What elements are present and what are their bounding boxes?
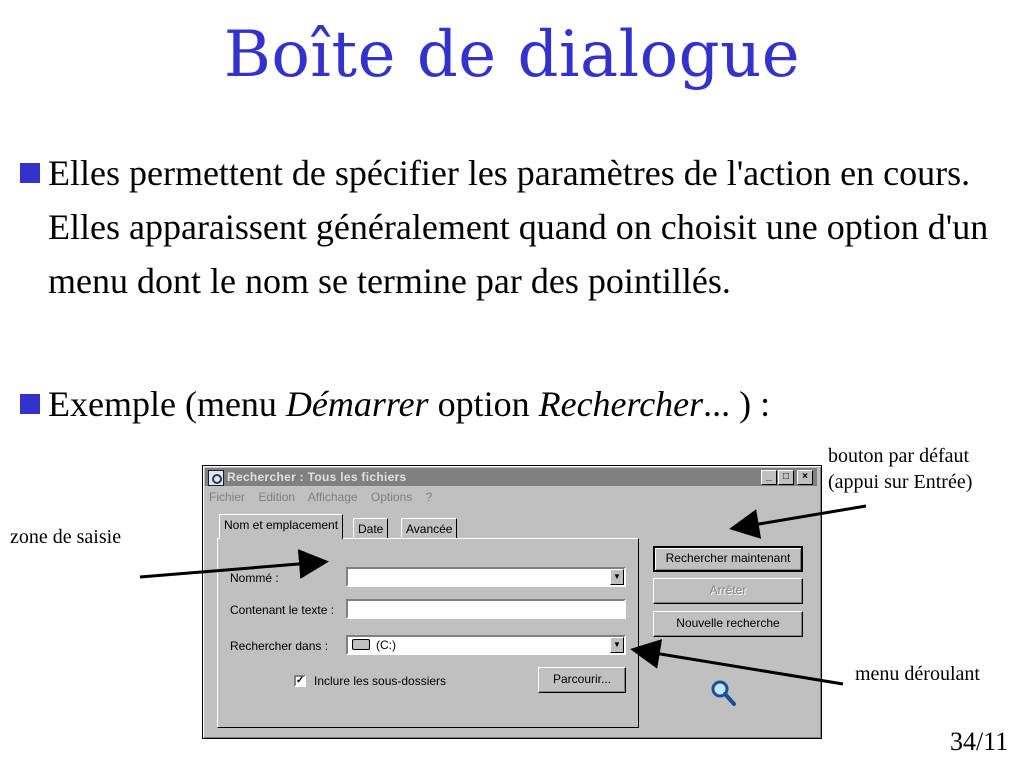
slide-title: Boîte de dialogue [223, 18, 801, 92]
menu-edition[interactable]: Edition [258, 490, 296, 504]
annotation-default-line2: (appui sur Entrée) [828, 471, 973, 493]
look-in-value: (C:) [376, 638, 396, 652]
annotation-dropdown-menu: menu déroulant [855, 663, 980, 685]
example-menu-name: Démarrer [285, 384, 429, 424]
example-option-name: Rechercher [538, 384, 704, 424]
menu-affichage[interactable]: Affichage [307, 490, 358, 504]
menu-options[interactable]: Options [370, 490, 413, 504]
annotation-default-line1: bouton par défaut [828, 445, 970, 467]
arrow-to-default-button [735, 506, 866, 528]
tab-date[interactable]: Date [353, 518, 388, 539]
menu-fichier[interactable]: Fichier [209, 490, 246, 504]
bullet-description-text: Elles permettent de spécifier les paramètres de l'action en cours. Elles apparaissent généralement quand on choisit une option d'un menu dont le nom se termine par des pointillés. [48, 153, 989, 301]
example-mid: option [428, 384, 539, 424]
example-pre: Exemple (menu [48, 384, 286, 424]
arrow-to-input-zone [140, 562, 323, 577]
menu-help[interactable]: ? [425, 490, 433, 504]
named-dropdown-arrow-icon[interactable]: ▼ [610, 569, 624, 585]
arrow-to-dropdown [636, 650, 843, 684]
include-subfolders-checkbox[interactable]: ✓ [296, 675, 305, 686]
example-post: ... ) : [703, 384, 771, 424]
look-in-label: Rechercher dans : [230, 639, 329, 653]
annotation-input-zone: zone de saisie [10, 526, 122, 548]
tab-avancee[interactable]: Avancée [401, 518, 457, 539]
minimize-button[interactable]: _ [761, 470, 777, 485]
look-in-dropdown-arrow-icon[interactable]: ▼ [610, 637, 624, 653]
maximize-button[interactable]: □ [778, 470, 794, 485]
include-subfolders-label[interactable]: Inclure les sous-dossiers [314, 674, 447, 688]
stop-button: Arrêter [653, 578, 803, 604]
named-label: Nommé : [230, 571, 279, 585]
search-now-button[interactable]: Rechercher maintenant [653, 546, 803, 572]
close-button[interactable]: × [797, 470, 813, 485]
browse-button[interactable]: Parcourir... [538, 667, 626, 693]
page-number: 34/11 [950, 727, 1009, 756]
tab-nom-et-emplacement[interactable]: Nom et emplacement [219, 514, 343, 539]
containing-label: Contenant le texte : [230, 603, 335, 617]
dialog-title: Rechercher : Tous les fichiers [227, 470, 407, 484]
new-search-button[interactable]: Nouvelle recherche [653, 611, 803, 637]
